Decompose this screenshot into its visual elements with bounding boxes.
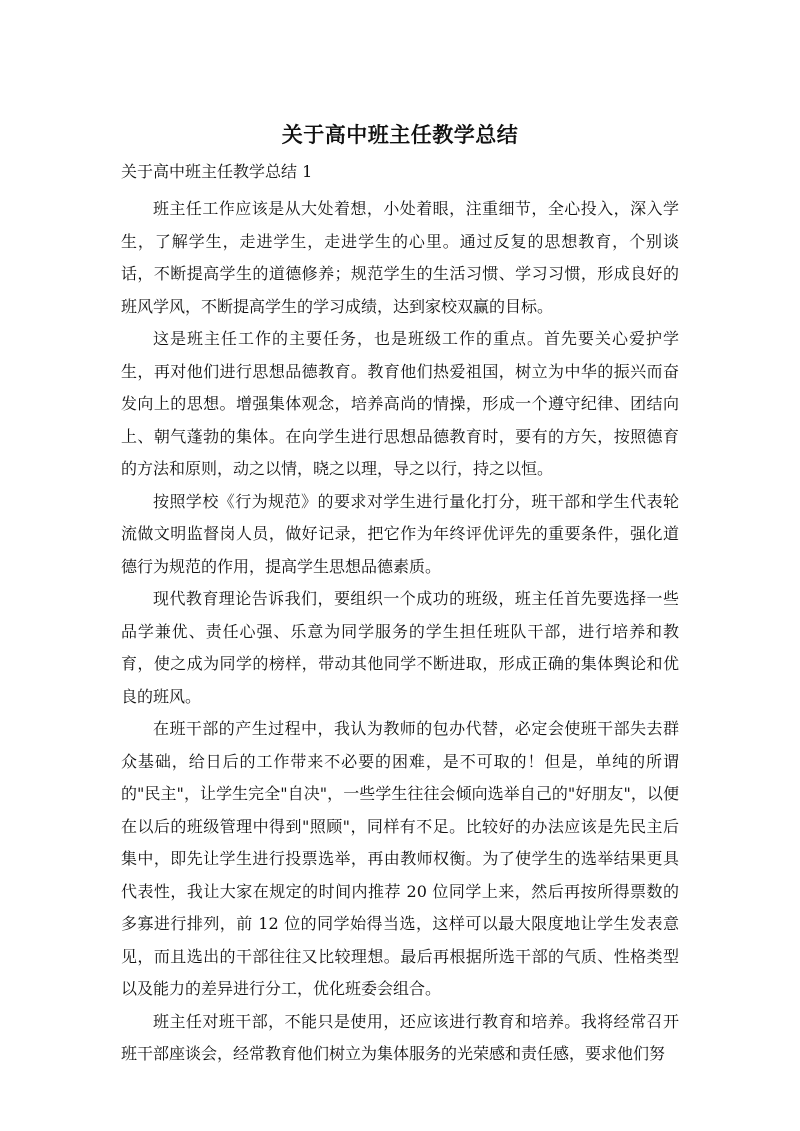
body-paragraph: 在班干部的产生过程中，我认为教师的包办代替，必定会使班干部失去群众基础，给日后的工作带来不必要的困难，是不可取的！但是，单纯的所谓的"民主"，让学生完全"自决"，一些学生往往会倾向选举自己的"好朋友"，以便在以后的班级管理中得到"照顾"，同样有不足。比较好的办法应该是先民主后集中，即先让学生进行投票选举，再由教师权衡。为了使学生的选举结果更具代表性，我让大家在规定的时间内推荐 20 位同学上来，然后再按所得票数的多寡进行排列，前 12 位的同学始得当选，这样可以最大限度地让学生发表意见，而且选出的干部往往又比较理想。最后再根据所选干部的气质、性格类型以及能力的差异进行分工，优化班委会组合。	[121, 719, 679, 998]
document-title: 关于高中班主任教学总结	[281, 123, 519, 147]
body-paragraph: 班主任对班干部，不能只是使用，还应该进行教育和培养。我将经常召开班干部座谈会，经常教育他们树立为集体服务的光荣感和责任感，要求他们努	[121, 1011, 679, 1063]
body-paragraph: 现代教育理论告诉我们，要组织一个成功的班级，班主任首先要选择一些品学兼优、责任心强、乐意为同学服务的学生担任班队干部，进行培养和教育，使之成为同学的榜样，带动其他同学不断进取，形成正确的集体舆论和优良的班风。	[121, 589, 679, 706]
section-heading: 关于高中班主任教学总结 1	[121, 162, 313, 181]
body-paragraph: 班主任工作应该是从大处着想，小处着眼，注重细节，全心投入，深入学生，了解学生，走进学生，走进学生的心里。通过反复的思想教育，个别谈话，不断提高学生的道德修养；规范学生的生活习惯、学习习惯，形成良好的班风学风，不断提高学生的学习成绩，达到家校双赢的目标。	[121, 199, 679, 316]
body-paragraph: 这是班主任工作的主要任务，也是班级工作的重点。首先要关心爱护学生，再对他们进行思想品德教育。教育他们热爱祖国，树立为中华的振兴而奋发向上的思想。增强集体观念，培养高尚的情操，形成一个遵守纪律、团结向上、朝气蓬勃的集体。在向学生进行思想品德教育时，要有的方矢，按照德育的方法和原则，动之以情，晓之以理，导之以行，持之以恒。	[121, 329, 679, 478]
document-body	[121, 193, 679, 1071]
body-paragraph: 按照学校《行为规范》的要求对学生进行量化打分，班干部和学生代表轮流做文明监督岗人员，做好记录，把它作为年终评优评先的重要条件，强化道德行为规范的作用，提高学生思想品德素质。	[121, 491, 679, 576]
